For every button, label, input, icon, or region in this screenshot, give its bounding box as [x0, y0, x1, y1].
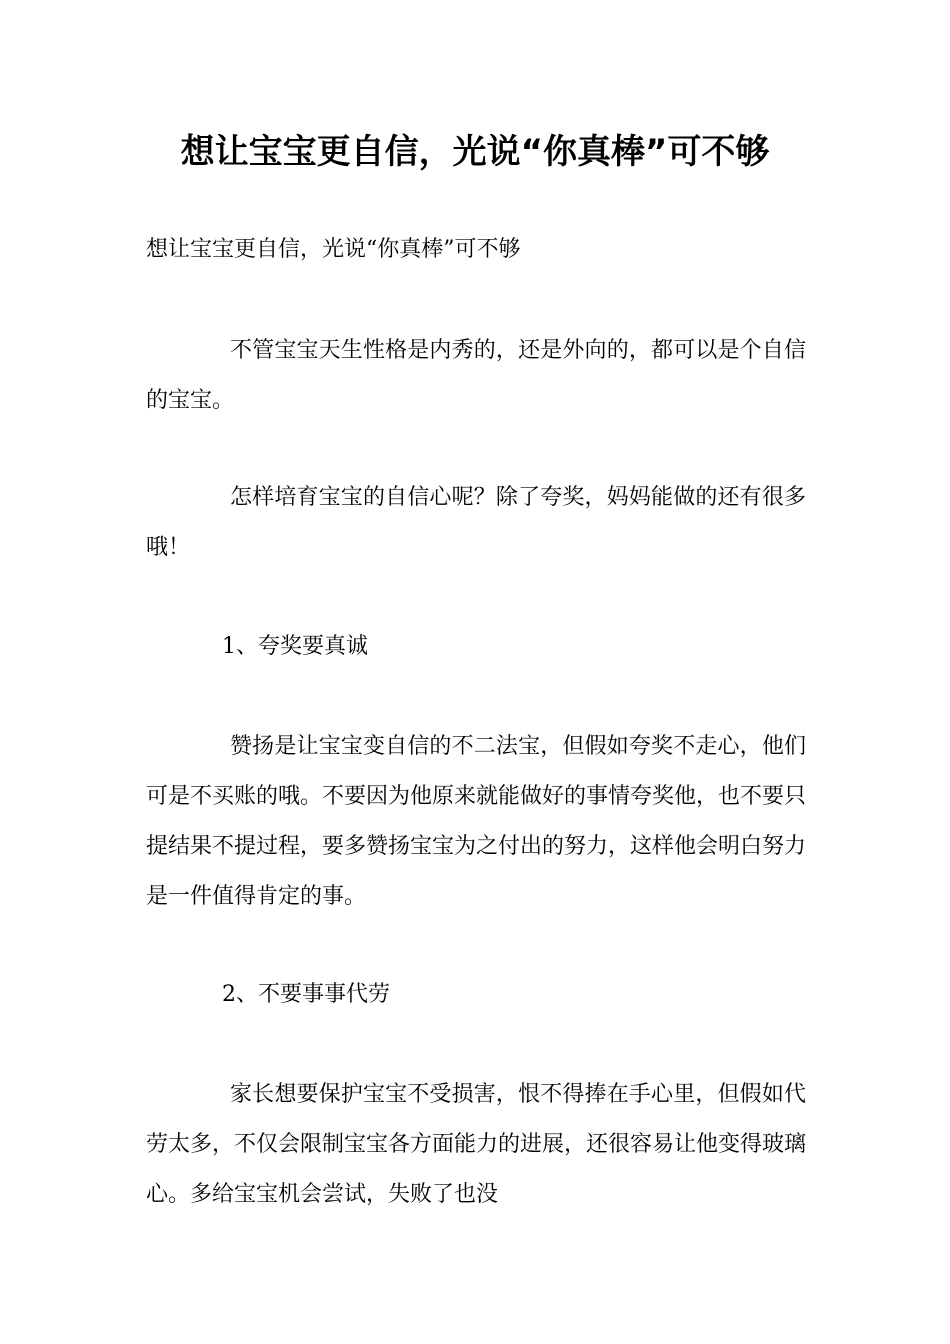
document-title: 想让宝宝更自信，光说“你真棒”可不够	[180, 132, 770, 172]
document-subtitle: 想让宝宝更自信，光说“你真棒”可不够	[146, 237, 521, 262]
paragraph-question: 怎样培育宝宝的自信心呢？除了夸奖，妈妈能做的还有很多哦！	[146, 485, 806, 560]
section-heading-1: 1、夸奖要真诚	[222, 634, 368, 659]
paragraph-section-2: 家长想要保护宝宝不受损害，恨不得捧在手心里，但假如代劳太多，不仅会限制宝宝各方面能力的进展，还很容易让他变得玻璃心。多给宝宝机会尝试，失败了也没	[146, 1082, 807, 1207]
section-heading-2: 2、不要事事代劳	[222, 982, 390, 1007]
paragraph-section-1: 赞扬是让宝宝变自信的不二法宝，但假如夸奖不走心，他们可是不买账的哦。不要因为他原来就能做好的事情夸奖他，也不要只提结果不提过程，要多赞扬宝宝为之付出的努力，这样他会明白努力是一件值得肯定的事。	[146, 734, 807, 909]
paragraph-intro: 不管宝宝天生性格是内秀的，还是外向的，都可以是个自信的宝宝。	[146, 338, 806, 413]
